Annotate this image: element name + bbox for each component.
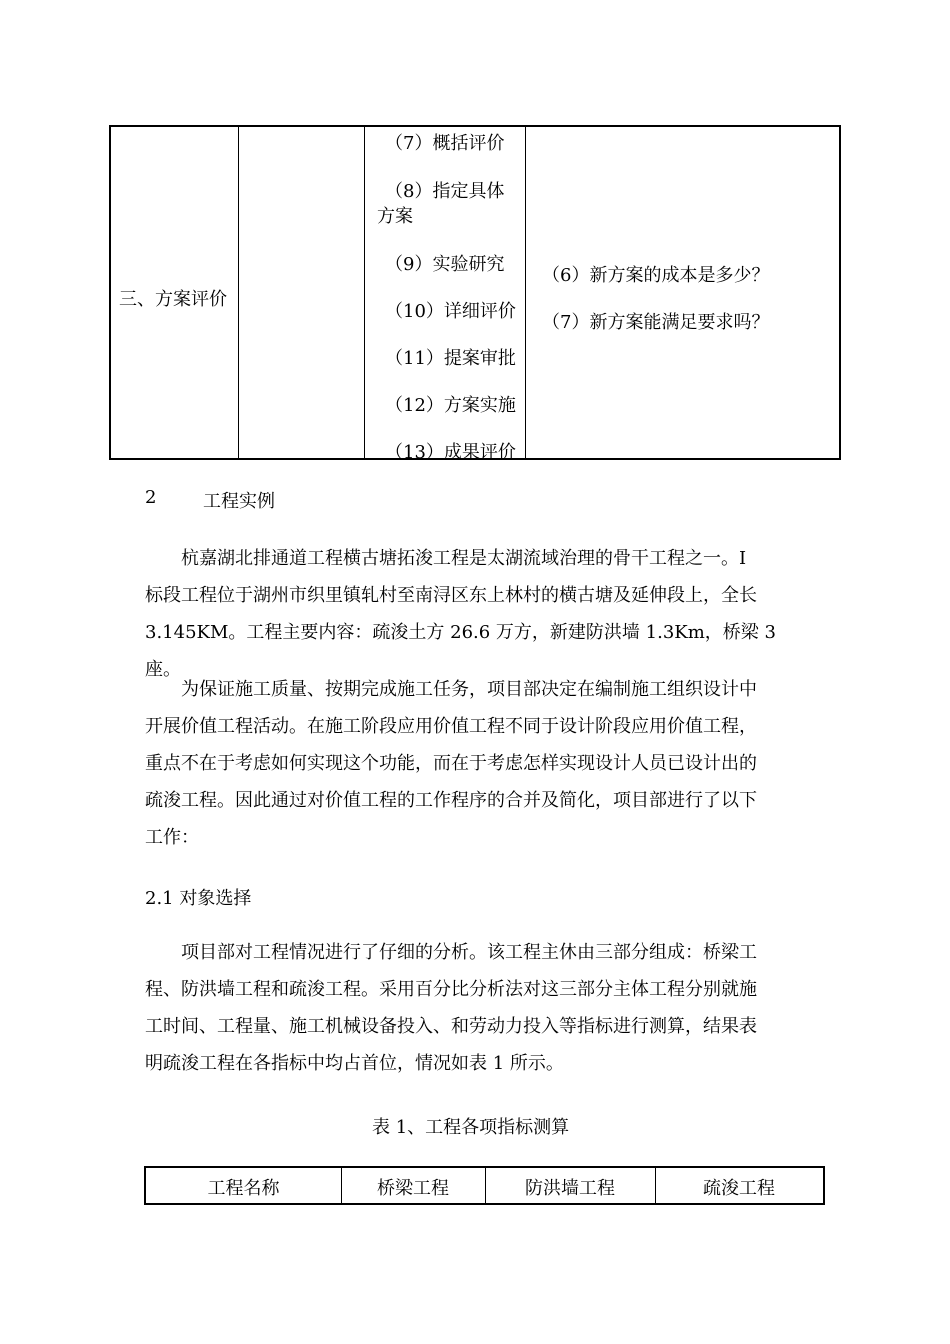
table-divider	[364, 127, 365, 458]
paragraph-line: 疏浚工程。因此通过对价值工程的工作程序的合并及简化，项目部进行了以下	[145, 790, 757, 811]
table-caption: 表 1、工程各项指标测算	[372, 1117, 570, 1138]
paragraph-line: 3.145KM。工程主要内容：疏浚土方 26.6 万方，新建防洪墙 1.3Km，桥梁 3 座。	[145, 622, 776, 680]
table-header-cell: 防洪墙工程	[525, 1178, 615, 1199]
paragraph	[145, 671, 810, 856]
paragraph-line: 程、防洪墙工程和疏浚工程。采用百分比分析法对这三部分主体工程分别就施	[145, 979, 757, 1000]
step-item: （7）概括评价	[385, 133, 505, 154]
paragraph-line: 工时间、工程量、施工机械设备投入、和劳动力投入等指标进行测算，结果表	[145, 1016, 757, 1037]
paragraph-line: 项目部对工程情况进行了仔细的分析。该工程主休由三部分组成：桥梁工	[181, 942, 757, 963]
paragraph-line: 开展价值工程活动。在施工阶段应用价值工程不同于设计阶段应用价值工程，	[145, 716, 757, 737]
step-item: （9）实验研究	[385, 254, 505, 275]
paragraph-line: 为保证施工质量、按期完成施工任务，项目部决定在编制施工组织设计中	[181, 679, 757, 700]
step-item: （10）详细评价	[385, 301, 516, 322]
paragraph-line: 工作：	[145, 827, 199, 848]
step-item: （8）指定具体	[385, 181, 505, 202]
step-item: （12）方案实施	[385, 395, 516, 416]
step-item: 方案	[377, 206, 413, 227]
table-divider	[525, 127, 526, 458]
table-header-cell: 工程名称	[207, 1178, 280, 1199]
question-item: （6）新方案的成本是多少？	[542, 265, 770, 286]
table-divider	[238, 127, 239, 458]
paragraph	[145, 934, 810, 1082]
paragraph-line: 明疏浚工程在各指标中均占首位，情况如表 1 所示。	[145, 1053, 564, 1074]
evaluation-table	[109, 125, 841, 463]
paragraph-line: 标段工程位于湖州市织里镇轧村至南浔区东上林村的横古塘及延伸段上，全长	[145, 585, 757, 606]
subsection-title: 2.1 对象选择	[145, 888, 252, 909]
section-number: 2	[145, 487, 157, 508]
table-header-cell: 桥梁工程	[377, 1178, 449, 1199]
question-item: （7）新方案能满足要求吗？	[542, 312, 770, 333]
step-item: （13）成果评价	[385, 442, 516, 463]
step-item: （11）提案审批	[385, 348, 516, 369]
indicator-table	[144, 1166, 825, 1205]
paragraph-line: 重点不在于考虑如何实现这个功能，而在于考虑怎样实现设计人员已设计出的	[145, 753, 757, 774]
paragraph-line: 杭嘉湖北排通道工程横古塘拓浚工程是太湖流域治理的骨干工程之一。I	[181, 548, 747, 569]
section-title: 工程实例	[203, 491, 275, 512]
table-header-cell: 疏浚工程	[703, 1178, 775, 1199]
phase-label: 三、方案评价	[119, 289, 227, 310]
paragraph	[145, 540, 810, 688]
